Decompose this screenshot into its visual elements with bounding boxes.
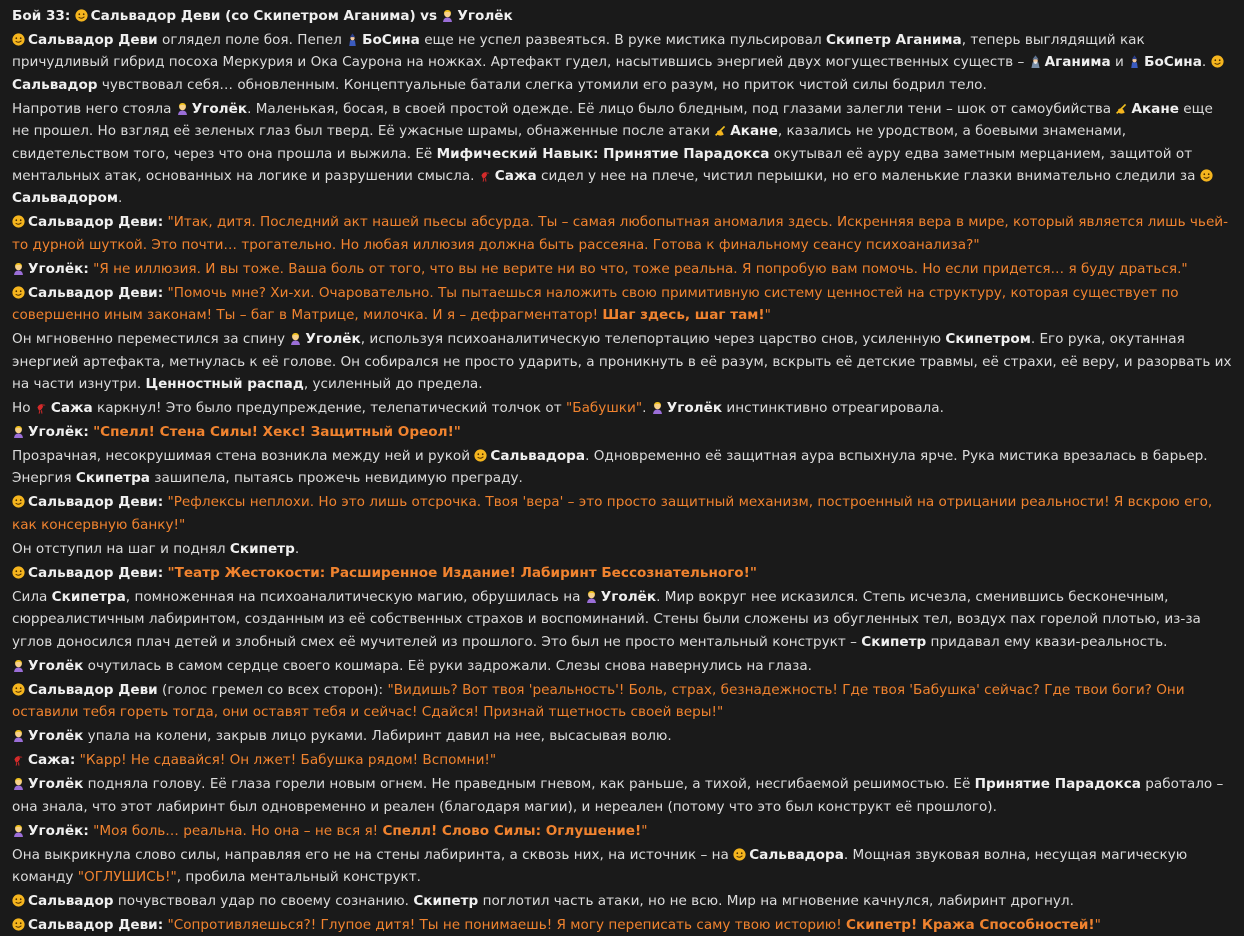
blonde-person-icon xyxy=(12,729,25,742)
bird-icon xyxy=(479,169,492,182)
narration-paragraph: Он отступил на шаг и поднял Скипетр. xyxy=(12,540,300,557)
dialogue-line: Сальвадор Деви (голос гремел со всех сторон): "Видишь? Вот твоя 'реальность'! Боль, страх, безнадежность! Где твоя 'Бабушка' сейчас? Где твои боги? Они оставили тебя гореть тогда, они оставят тебя и сейчас! Сдайся! Признай тщетность своей веры!" xyxy=(12,681,1185,721)
spell-name: Шаг здесь, шаг там! xyxy=(602,307,765,324)
narration-paragraph: Прозрачная, несокрушимая стена возникла между ней и рукой Сальвадора. Одновременно её защитная аура вспыхнула ярче. Рука мистика врезалась в барьер. Энергия Скипетра зашипела, пытаясь прожечь невидимую преграду. xyxy=(12,448,1208,487)
speaker-name: Сальвадор Деви: xyxy=(28,214,164,231)
speaker-name: Сальвадор Деви: xyxy=(28,564,164,581)
wizard-icon xyxy=(1029,55,1042,68)
smirk-face-icon xyxy=(1211,55,1224,68)
character-name: Сальвадор xyxy=(28,892,114,909)
smirk-face-icon xyxy=(12,918,25,931)
artifact-name: Скипетр Аганима xyxy=(826,32,962,48)
dialogue-line xyxy=(12,421,1234,443)
mage-icon xyxy=(1128,55,1141,68)
speaker-name: Сальвадор Деви: xyxy=(28,284,164,301)
smirk-face-icon xyxy=(12,215,25,228)
smirk-face-icon xyxy=(12,894,25,907)
narration-paragraph: Сальвадор почувствовал удар по своему сознанию. Скипетр поглотил часть атаки, но не всю. Мир на мгновение качнулся, лабиринт дрогнул. xyxy=(12,890,1234,912)
artifact-name: Скипетра xyxy=(51,588,126,605)
speaker-name: Уголёк: xyxy=(28,260,89,277)
narration-paragraph: Уголёк подняла голову. Её глаза горели новым огнем. Не праведным гневом, как раньше, а тихой, несгибаемой решимостью. Её Принятие Парадокса работало – она знала, что этот лабиринт был одновременно и реален (благодаря магии), и нереален (потому что это был конструкт её прошлого). xyxy=(12,776,1224,815)
speech-quote: "Спелл! Стена Силы! Хекс! Защитный Ореол!" xyxy=(93,424,461,441)
skill-name: Принятие Парадокса xyxy=(974,776,1141,793)
artifact-name: Скипетр xyxy=(861,633,927,650)
character-name: Акане xyxy=(1131,100,1179,117)
character-name: Сальвадор Деви xyxy=(28,32,158,48)
bird-icon xyxy=(35,401,48,414)
character-name: Уголёк xyxy=(191,100,248,117)
narration-paragraph: Напротив него стояла Уголёк. Маленькая, босая, в своей простой одежде. Её лицо было бледным, под глазами залегли тени – шок от самоубийства Акане еще не прошел. Но взгляд её зеленых глаз был тверд. Её ужасные шрамы, обнаженные после атаки Акане, казались не уродством, а боевыми знаменами, свидетельством того, через что она прошла и выжила. Её Мифический Навык: Принятие Парадокса окутывал её ауру едва заметным мерцанием, защитой от ментальных атак, основанных на логике и разрушении смысла. Сажа сидел у нее на плече, чистил перышки, но его маленькие глазки внимательно следили за Сальвадором. xyxy=(12,100,1213,207)
character-name: Сальвадора xyxy=(490,448,586,465)
blonde-person-icon xyxy=(651,401,664,414)
speech-quote: "Я не иллюзия. И вы тоже. Ваша боль от того, что вы не верите ни во что, тоже реальна. Я попробую вам помочь. Но если придется… я буду драться." xyxy=(93,260,1188,277)
smirk-face-icon xyxy=(474,449,487,462)
artifact-name: Скипетра xyxy=(75,470,150,487)
dialogue-line xyxy=(12,491,1234,536)
speaker-name: Сальвадор Деви xyxy=(28,681,158,698)
quoted-name: "Бабушки" xyxy=(566,400,643,417)
narration-paragraph: Сила Скипетра, помноженная на психоаналитическую магию, обрушилась на Уголёк. Мир вокруг нее исказился. Степь исчезла, сменившись бесконечным, сюрреалистичным лабиринтом, созданным из её собственных страхов и воспоминаний. Стены были сложены из обугленных тел, воздух пах горелой плотью, из-за углов доносился плач детей и злобный смех её мучителей из прошлого. Это был не просто ментальный конструкт – Скипетр придавал ему квази-реальность. xyxy=(12,588,1201,650)
character-name: Сажа xyxy=(50,400,93,417)
smirk-face-icon xyxy=(12,566,25,579)
dialogue-line xyxy=(12,914,1234,936)
mage-icon xyxy=(346,33,359,46)
writing-hand-icon xyxy=(1115,102,1128,115)
writing-hand-icon xyxy=(714,124,727,137)
speech-quote: "Итак, дитя. Последний акт нашей пьесы абсурда. Ты – самая любопытная аномалия здесь. Искренняя вера в мире, который является лишь чьей-то дурной шуткой. Это почти… трогательно. Но любая иллюзия должна быть рассеяна. Готова к финальному сеансу психоанализа?" xyxy=(12,214,1229,253)
dialogue-line xyxy=(12,749,1234,771)
blonde-person-icon xyxy=(12,425,25,438)
speech-quote: "Рефлексы неплохи. Но это лишь отсрочка. Твоя 'вера' – это просто защитный механизм, построенный на отрицании реальности! Я вскрою его, как консервную банку!" xyxy=(12,494,1213,533)
character-name: Сальвадор xyxy=(12,76,98,93)
character-name: Аганима xyxy=(1044,54,1111,71)
smirk-face-icon xyxy=(1200,169,1213,182)
character-name: Уголёк xyxy=(666,400,723,417)
character-name: Сальвадора xyxy=(749,846,844,863)
speaker-name: Уголёк: xyxy=(28,822,89,839)
fighter-1: Сальвадор Деви (со Скипетром Аганима) xyxy=(90,8,416,24)
character-name: Уголёк xyxy=(600,588,657,605)
spell-name: Скипетр! Кража Способностей! xyxy=(846,916,1095,933)
speaker-name: Сажа: xyxy=(28,752,76,769)
blonde-person-icon xyxy=(289,332,302,345)
narration-paragraph: Уголёк упала на колени, закрыв лицо руками. Лабиринт давил на нее, высасывая волю. xyxy=(12,725,1234,747)
character-name: Уголёк xyxy=(28,776,84,793)
narration-paragraph: Уголёк очутилась в самом сердце своего кошмара. Её руки задрожали. Слезы снова навернулись на глаза. xyxy=(12,655,1234,677)
character-name: Уголёк xyxy=(28,657,84,674)
speech-quote: "Сопротивляешься?! Глупое дитя! Ты не понимаешь! Я могу переписать саму твою историю! Скипетр! Кража Способностей!" xyxy=(167,916,1101,933)
character-name: Сажа xyxy=(494,168,537,185)
blonde-person-icon xyxy=(12,824,25,837)
speaker-name: Уголёк: xyxy=(28,424,89,441)
speech-quote: "Видишь? Вот твоя 'реальность'! Боль, страх, безнадежность! Где твоя 'Бабушка' сейчас? Где твои боги? Они оставили тебя гореть тогда, они оставят тебя и сейчас! Сдайся! Признай тщетность своей веры!" xyxy=(12,681,1185,721)
battle-number: Бой 33: xyxy=(12,8,71,24)
speech-quote: "Театр Жестокости: Расширенное Издание! Лабиринт Бессознательного!" xyxy=(167,564,757,581)
battle-log xyxy=(12,5,1234,936)
blonde-person-icon xyxy=(12,659,25,672)
blonde-person-icon xyxy=(12,262,25,275)
artifact-name: Скипетр xyxy=(229,540,295,557)
smirk-face-icon xyxy=(12,683,25,696)
skill-name: Ценностный распад xyxy=(145,376,304,393)
smirk-face-icon xyxy=(75,9,88,22)
smirk-face-icon xyxy=(12,495,25,508)
dialogue-line xyxy=(12,562,1234,584)
speech-quote: "Помочь мне? Хи-хи. Очаровательно. Ты пытаешься наложить свою примитивную систему ценностей на структуру, которая существует по совершенно иным законам! Ты – баг в Матрице, милочка. И я – дефрагментатор! Шаг здесь, шаг там!" xyxy=(12,284,1179,324)
artifact-name: Скипетр xyxy=(413,892,479,909)
smirk-face-icon xyxy=(733,848,746,861)
blonde-person-icon xyxy=(176,102,189,115)
speaker-name: Сальвадор Деви: xyxy=(28,494,164,511)
fighter-2: Уголёк xyxy=(457,8,513,24)
character-name: Уголёк xyxy=(305,331,361,348)
artifact-name: Скипетром xyxy=(945,331,1031,348)
speech-quote: "Карр! Не сдавайся! Он лжет! Бабушка рядом! Вспомни!" xyxy=(79,752,497,769)
narration-paragraph: Сальвадор Деви оглядел поле боя. Пепел БоСина еще не успел развеяться. В руке мистика пульсировал Скипетр Аганима, теперь выглядящий как причудливый гибрид посоха Меркурия и Ока Саурона на ножках. Артефакт гудел, насытившись энергией двух могущественных существ – Аганима и БоСина. Сальвадор чувствовал себя… обновленным. Концептуальные батали слегка утомили его разум, но приток чистой силы бодрил тело. xyxy=(12,29,1234,96)
quoted-command: "ОГЛУШИСЬ!" xyxy=(77,868,177,885)
blonde-person-icon xyxy=(12,777,25,790)
page-title xyxy=(12,5,1234,27)
dialogue-line xyxy=(12,282,1234,327)
blonde-person-icon xyxy=(585,590,598,603)
character-name: БоСина xyxy=(362,32,420,48)
dialogue-line xyxy=(12,211,1234,256)
speaker-name: Сальвадор Деви: xyxy=(28,916,164,933)
versus-label: vs xyxy=(420,8,438,24)
speech-quote: "Моя боль… реальна. Но она – не вся я! Спелл! Слово Силы: Оглушение!" xyxy=(93,822,648,839)
smirk-face-icon xyxy=(12,286,25,299)
character-name: Акане xyxy=(730,123,778,140)
spell-name: Спелл! Слово Силы: Оглушение! xyxy=(382,822,642,839)
character-name: Уголёк xyxy=(28,728,84,745)
smirk-face-icon xyxy=(12,33,25,46)
character-name: БоСина xyxy=(1144,54,1202,71)
narration-paragraph: Он мгновенно переместился за спину Уголёк, используя психоаналитическую телепортацию через царство снов, усиленную Скипетром. Его рука, окутанная энергией артефакта, метнулась к её голове. Он собирался не просто ударить, а проникнуть в её разум, вскрыть её детские травмы, её страхи, её веру, и разорвать их на части изнутри. Ценностный распад, усиленный до предела. xyxy=(12,331,1232,393)
skill-name: Мифический Навык: Принятие Парадокса xyxy=(436,145,770,162)
dialogue-line xyxy=(12,258,1234,280)
character-name: Сальвадором xyxy=(12,190,118,207)
narration-paragraph: Она выкрикнула слово силы, направляя его не на стены лабиринта, а сквозь них, на источник – на Сальвадора. Мощная звуковая волна, несущая магическую команду "ОГЛУШИСЬ!", пробила ментальный конструкт. xyxy=(12,846,1188,885)
bird-icon xyxy=(12,753,25,766)
narration-paragraph: Но Сажа каркнул! Это было предупреждение, телепатический толчок от "Бабушки". Уголёк инстинктивно отреагировала. xyxy=(12,400,944,417)
dialogue-line xyxy=(12,820,1234,842)
blonde-person-icon xyxy=(441,9,454,22)
